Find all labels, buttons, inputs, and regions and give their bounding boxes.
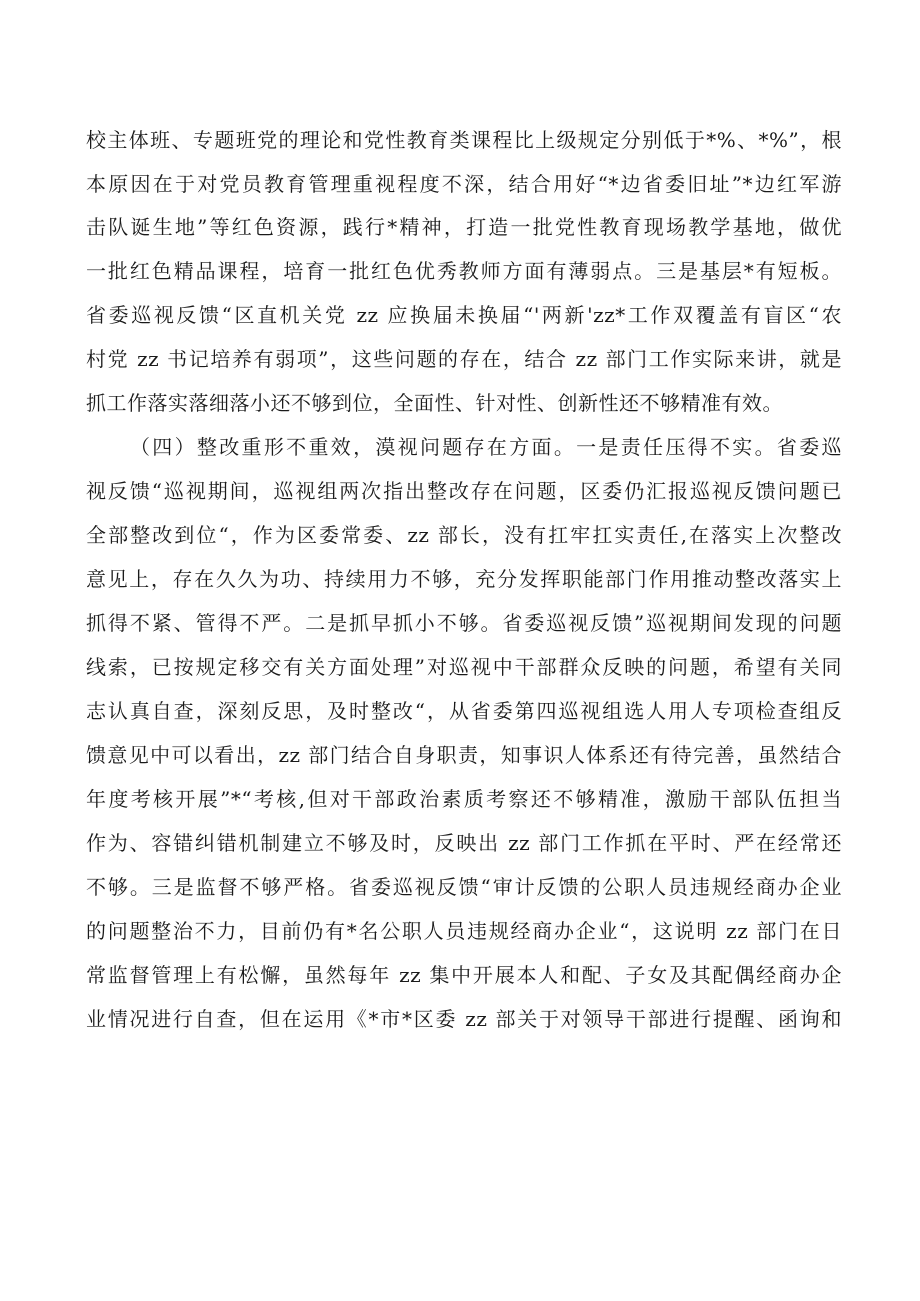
text-line: 不够。三是监督不够严格。省委巡视反馈“审计反馈的公职人员违规经商办企业 bbox=[86, 875, 842, 899]
text-line: 志认真自查，深刻反思，及时整改“，从省委第四巡视组选人用人专项检查组反 bbox=[86, 699, 842, 723]
text-line: 抓得不紧、管得不严。二是抓早抓小不够。省委巡视反馈”巡视期间发现的问题 bbox=[86, 611, 842, 635]
paragraph-heading-line: （四）整改重形不重效，漠视问题存在方面。一是责任压得不实。省委巡 bbox=[130, 435, 842, 459]
text-line: 常监督管理上有松懈，虽然每年 zz 集中开展本人和配、子女及其配偶经商办企 bbox=[86, 963, 842, 987]
text-line: 的问题整治不力，目前仍有*名公职人员违规经商办企业“，这说明 zz 部门在日 bbox=[86, 919, 842, 943]
text-line: 年度考核开展”*“考核,但对干部政治素质考察还不够精准，激励干部队伍担当 bbox=[86, 787, 842, 811]
text-line: 村党 zz 书记培养有弱项”，这些问题的存在，结合 zz 部门工作实际来讲，就是 bbox=[86, 347, 842, 371]
text-line bbox=[86, 1046, 842, 1080]
text-line: 业情况进行自查，但在运用《*市*区委 zz 部关于对领导干部进行提醒、函询和 bbox=[86, 1007, 842, 1031]
text-line: 校主体班、专题班党的理论和党性教育类课程比上级规定分别低于*%、*%”，根 bbox=[86, 128, 842, 152]
text-line: 视反馈“巡视期间，巡视组两次指出整改存在问题，区委仍汇报巡视反馈问题已 bbox=[86, 479, 842, 503]
text-line: 馈意见中可以看出，zz 部门结合自身职责，知事识人体系还有待完善，虽然结合 bbox=[86, 743, 842, 767]
text-line: 击队诞生地”等红色资源，践行*精神，打造一批党性教育现场教学基地，做优 bbox=[86, 215, 842, 239]
text-line: 作为、容错纠错机制建立不够及时，反映出 zz 部门工作抓在平时、严在经常还 bbox=[86, 831, 842, 855]
text-line: 全部整改到位“，作为区委常委、zz 部长，没有扛牢扛实责任,在落实上次整改 bbox=[86, 523, 842, 547]
text-line: 线索，已按规定移交有关方面处理”对巡视中干部群众反映的问题，希望有关同 bbox=[86, 655, 842, 679]
text-line: 抓工作落实落细落小还不够到位，全面性、针对性、创新性还不够精准有效。 bbox=[86, 391, 783, 415]
text-line: 本原因在于对党员教育管理重视程度不深，结合用好“*边省委旧址”*边红军游 bbox=[86, 172, 842, 196]
text-line: 意见上，存在久久为功、持续用力不够，充分发挥职能部门作用推动整改落实上 bbox=[86, 567, 842, 591]
text-line: 一批红色精品课程，培育一批红色优秀教师方面有薄弱点。三是基层*有短板。 bbox=[86, 259, 842, 283]
text-line: 省委巡视反馈“区直机关党 zz 应换届未换届“'两新'zz*工作双覆盖有盲区“农 bbox=[86, 303, 842, 327]
text-line bbox=[86, 1090, 842, 1124]
